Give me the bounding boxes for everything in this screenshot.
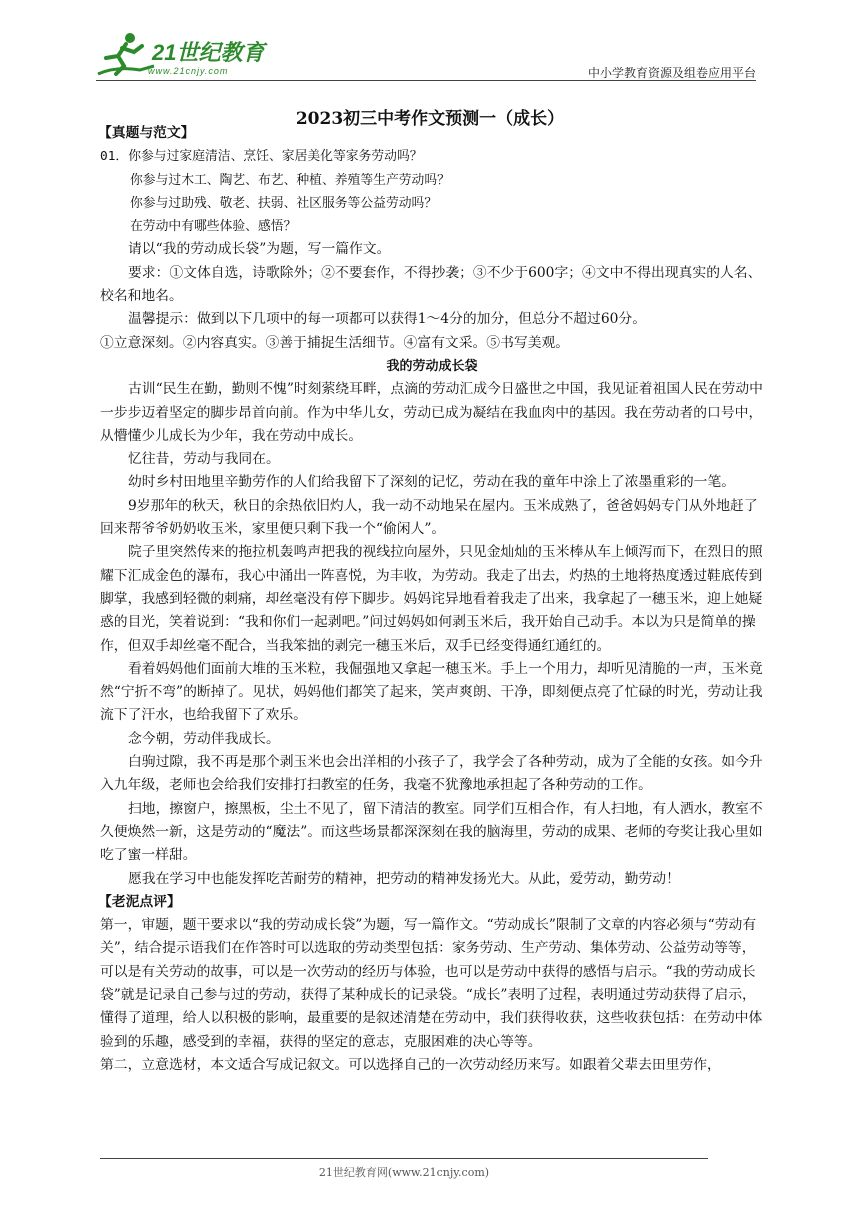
page-header — [96, 28, 756, 82]
essay-paragraph: 9岁那年的秋天，秋日的余热依旧灼人，我一动不动地呆在屋内。玉米成熟了，爸爸妈妈专门从外地赶了回来帮爷爷奶奶收玉米，家里便只剩下我一个“偷闲人”。 — [100, 497, 758, 538]
essay-paragraph: 念今朝，劳动伴我成长。 — [128, 730, 280, 747]
question-line: 在劳动中有哪些体验、感悟？ — [130, 219, 297, 235]
section-heading-real: 【真题与范文】 — [98, 125, 195, 141]
essay-paragraph: 白驹过隙，我不再是那个剥玉米也会出洋相的小孩子了，我学会了各种劳动，成为了全能的女孩。如今升入九年级，老师也会给我们安排打扫教室的任务，我毫不犹豫地承担起了各种劳动的工作。 — [100, 754, 763, 794]
question-line: 你参与过木工、陶艺、布艺、种植、养殖等生产劳动吗？ — [130, 172, 450, 188]
logo-url: www.21cnjy.com — [148, 66, 229, 76]
essay-paragraph: 愿我在学习中也能发挥吃苦耐劳的精神，把劳动的精神发扬光大。从此，爱劳动，勤劳动！ — [128, 870, 680, 887]
essay-paragraph: 扫地，擦窗户，擦黑板，尘土不见了，留下清洁的教室。同学们互相合作，有人扫地，有人洒水，教室不久便焕然一新，这是劳动的“魔法”。而这些场景都深深刻在我的脑海里，劳动的成果、老师的夸奖让我心里如吃了蜜一样甜。 — [100, 800, 763, 864]
prompt: 请以“我的劳动成长袋”为题，写一篇作文。 — [128, 241, 391, 258]
logo-text: 21世纪教育 — [152, 40, 265, 65]
page-footer: 21世纪教育网(www.21cnjy.com) — [318, 1166, 490, 1179]
header-divider — [96, 80, 756, 81]
footer-divider — [100, 1158, 708, 1159]
comment-paragraph: 第二，立意选材，本文适合写成记叙文。可以选择自己的一次劳动经历来写。如跟着父辈去田里劳作， — [100, 1056, 721, 1073]
essay-paragraph: 幼时乡村田地里辛勤劳作的人们给我留下了深刻的记忆，劳动在我的童年中涂上了浓墨重彩的一笔。 — [128, 474, 736, 491]
section-heading-comment: 【老泥点评】 — [98, 893, 181, 910]
tip: 温馨提示：做到以下几项中的每一项都可以获得1～4分的加分，但总分不超过60分。 — [128, 311, 647, 328]
question-line: 01．你参与过家庭清洁、烹饪、家居美化等家务劳动吗？ — [100, 149, 423, 165]
platform-name: 中小学教育资源及组卷应用平台 — [587, 66, 756, 80]
logo — [96, 28, 266, 80]
tip: ①立意深刻。②内容真实。③善于捕捉生活细节。④富有文采。⑤书写美观。 — [100, 334, 570, 351]
page-title: 2023初三中考作文预测一（成长） — [295, 109, 565, 129]
runner-icon — [96, 30, 156, 80]
question-line: 你参与过助残、敬老、扶弱、社区服务等公益劳动吗？ — [130, 195, 438, 211]
essay-paragraph: 古训“民生在勤，勤则不愧”时刻萦绕耳畔，点滴的劳动汇成今日盛世之中国，我见证着祖国人民在劳动中一步步迈着坚定的脚步昂首向前。作为中华儿女，劳动已成为凝结在我血肉中的基因。我在劳动者的口号中，从懵懂少儿成长为少年，我在劳动中成长。 — [100, 381, 763, 444]
document-body — [100, 122, 764, 1077]
comment-paragraph: 第一，审题，题干要求以“我的劳动成长袋”为题，写一篇作文。“劳动成长”限制了文章的内容必须与“劳动有关”，结合提示语我们在作答时可以选取的劳动类型包括：家务劳动、生产劳动、集体劳动、公益劳动等等，可以是有关劳动的故事，可以是一次劳动的经历与体验，也可以是劳动中获得的感悟与启示。“我的劳动成长袋”就是记录自己参与过的劳动，获得了某种成长的记录袋。“成长”表明了过程，表明通过劳动获得了启示，懂得了道理，给人以积极的影响，最重要的是叙述清楚在劳动中，我们获得收获，这些收获包括：在劳动中体验到的乐趣，感受到的幸福，获得的坚定的意志，克服困难的决心等等。 — [100, 917, 763, 1050]
essay-paragraph: 看着妈妈他们面前大堆的玉米粒，我倔强地又拿起一穗玉米。手上一个用力，却听见清脆的一声，玉米竟然“宁折不弯”的断掉了。见状，妈妈他们都笑了起来，笑声爽朗、干净，即刻便点亮了忙碌的时光，劳动让我流下了汗水，也给我留下了欢乐。 — [100, 660, 763, 724]
essay-paragraph: 忆往昔，劳动与我同在。 — [128, 451, 280, 468]
essay-paragraph: 院子里突然传来的拖拉机轰鸣声把我的视线拉向屋外，只见金灿灿的玉米棒从车上倾泻而下，在烈日的照耀下汇成金色的瀑布，我心中涌出一阵喜悦，为丰收，为劳动。我走了出去，灼热的土地将热度透过鞋底传到脚掌，我感到轻微的刺痛，却丝毫没有停下脚步。妈妈诧异地看着我走了出来，我拿起了一穗玉米，迎上她疑惑的目光，笑着说到：“我和你们一起剥吧。”问过妈妈如何剥玉米后，我开始自己动手。本以为只是简单的操作，但双手却丝毫不配合，当我笨拙的剥完一穗玉米后，双手已经变得通红通红的。 — [100, 544, 763, 654]
requirements: 要求：①文体自选，诗歌除外；②不要套作，不得抄袭；③不少于600字；④文中不得出现真实的人名、校名和地名。 — [100, 264, 762, 305]
essay-title: 我的劳动成长袋 — [386, 358, 478, 374]
